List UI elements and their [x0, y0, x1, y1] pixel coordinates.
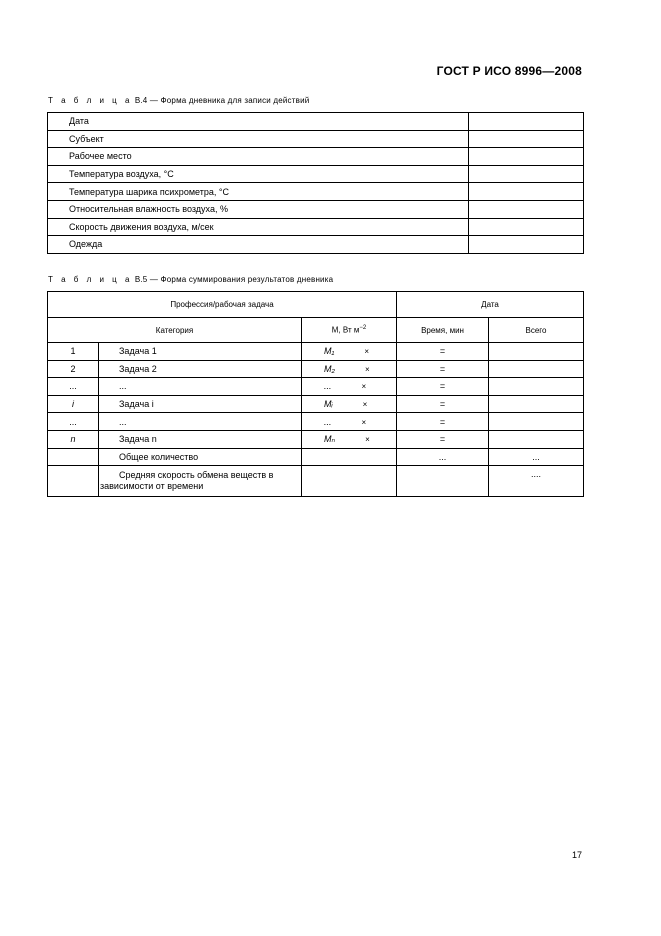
metabolic-rate-cell — [302, 360, 397, 378]
row-number-italic: n — [70, 434, 76, 445]
value-cell[interactable] — [469, 236, 584, 254]
task-name: Задача 2 — [99, 360, 302, 378]
header-total: Всего — [489, 318, 584, 343]
caption-title: В.4 — Форма дневника для записи действий — [132, 96, 310, 105]
time-cell: = — [397, 343, 489, 361]
total-cell — [489, 413, 584, 431]
table-row — [48, 236, 584, 254]
table-row — [48, 218, 584, 236]
multiply-sign: × — [364, 364, 370, 374]
table-row — [48, 165, 584, 183]
time-cell: = — [397, 395, 489, 413]
table-row — [48, 413, 584, 431]
m-symbol: Mₙ — [324, 433, 336, 444]
total-label: Общее количество — [99, 448, 302, 466]
row-number-italic: i — [72, 399, 74, 410]
table-row — [48, 343, 584, 361]
total-row — [48, 448, 584, 466]
header-time: Время, мин — [397, 318, 489, 343]
page-number: 17 — [572, 850, 583, 860]
row-number: ... — [48, 378, 99, 396]
time-cell: = — [397, 378, 489, 396]
total-cell — [489, 360, 584, 378]
row-label: Относительная влажность воздуха, % — [48, 200, 469, 218]
table-row — [48, 183, 584, 201]
diary-summary-table — [47, 291, 584, 497]
time-cell: = — [397, 430, 489, 448]
diary-form-table — [47, 112, 584, 254]
task-name: Задача i — [99, 395, 302, 413]
empty-cell — [48, 448, 99, 466]
average-rate-label-line1: Средняя скорость обмена веществ в — [119, 470, 274, 481]
multiply-sign: × — [364, 347, 370, 357]
average-rate-value: .... — [489, 466, 584, 497]
multiply-sign: × — [361, 417, 367, 427]
total-time: ... — [397, 448, 489, 466]
time-cell: = — [397, 413, 489, 431]
header-profession: Профессия/рабочая задача — [48, 292, 397, 318]
row-label: Температура воздуха, °C — [48, 165, 469, 183]
row-number: 1 — [48, 343, 99, 361]
header-row — [48, 318, 584, 343]
empty-cell — [302, 448, 397, 466]
value-cell[interactable] — [469, 183, 584, 201]
value-cell[interactable] — [469, 165, 584, 183]
value-cell[interactable] — [469, 130, 584, 148]
total-cell — [489, 378, 584, 396]
value-cell[interactable] — [469, 113, 584, 131]
task-name: ... — [99, 378, 302, 396]
m-symbol: M₁ — [324, 346, 335, 357]
header-category: Категория — [48, 318, 302, 343]
row-label: Субъект — [48, 130, 469, 148]
m-unit-label: М, Вт м — [331, 325, 360, 335]
table-row — [48, 395, 584, 413]
metabolic-rate-cell — [302, 430, 397, 448]
total-cell — [489, 395, 584, 413]
empty-cell — [397, 466, 489, 497]
value-cell[interactable] — [469, 200, 584, 218]
table-row — [48, 113, 584, 131]
m-symbol: M₂ — [324, 363, 335, 374]
multiply-sign: × — [361, 382, 367, 392]
row-label: Дата — [48, 113, 469, 131]
row-label: Температура шарика психрометра, °C — [48, 183, 469, 201]
multiply-sign: × — [365, 434, 370, 444]
table-row — [48, 360, 584, 378]
total-cell — [489, 343, 584, 361]
row-number: 2 — [48, 360, 99, 378]
multiply-sign: × — [362, 400, 368, 410]
time-cell: = — [397, 360, 489, 378]
task-name: Задача 1 — [99, 343, 302, 361]
table-row — [48, 200, 584, 218]
row-number — [48, 395, 99, 413]
task-name: ... — [99, 413, 302, 431]
total-cell — [489, 430, 584, 448]
empty-cell — [302, 466, 397, 497]
metabolic-rate-cell — [302, 343, 397, 361]
table-b4-caption — [48, 96, 309, 105]
row-label: Одежда — [48, 236, 469, 254]
metabolic-rate-cell — [302, 413, 397, 431]
metabolic-rate-cell — [302, 395, 397, 413]
metabolic-rate-cell — [302, 378, 397, 396]
table-row — [48, 378, 584, 396]
table-b5-caption — [48, 275, 333, 284]
table-row — [48, 148, 584, 166]
average-rate-label-line2: зависимости от времени — [100, 481, 204, 492]
row-label: Скорость движения воздуха, м/сек — [48, 218, 469, 236]
value-cell[interactable] — [469, 218, 584, 236]
document-header: ГОСТ Р ИСО 8996—2008 — [436, 64, 582, 78]
row-label: Рабочее место — [48, 148, 469, 166]
task-name: Задача n — [99, 430, 302, 448]
table-row — [48, 430, 584, 448]
caption-title: В.5 — Форма суммирования результатов дневника — [132, 275, 334, 284]
total-sum: ... — [489, 448, 584, 466]
header-row — [48, 292, 584, 318]
m-unit-exponent: −2 — [359, 325, 367, 332]
row-number — [48, 430, 99, 448]
value-cell[interactable] — [469, 148, 584, 166]
table-row — [48, 130, 584, 148]
empty-cell — [48, 466, 99, 497]
average-rate-row — [48, 466, 584, 497]
m-symbol: ... — [324, 381, 332, 392]
row-number: ... — [48, 413, 99, 431]
caption-prefix: Т а б л и ц а — [48, 96, 133, 105]
m-symbol: ... — [324, 416, 332, 427]
m-symbol: Mᵢ — [324, 399, 333, 410]
header-metabolic-rate — [302, 318, 397, 343]
caption-prefix: Т а б л и ц а — [48, 275, 133, 284]
average-rate-label — [99, 466, 302, 497]
header-date: Дата — [397, 292, 584, 318]
